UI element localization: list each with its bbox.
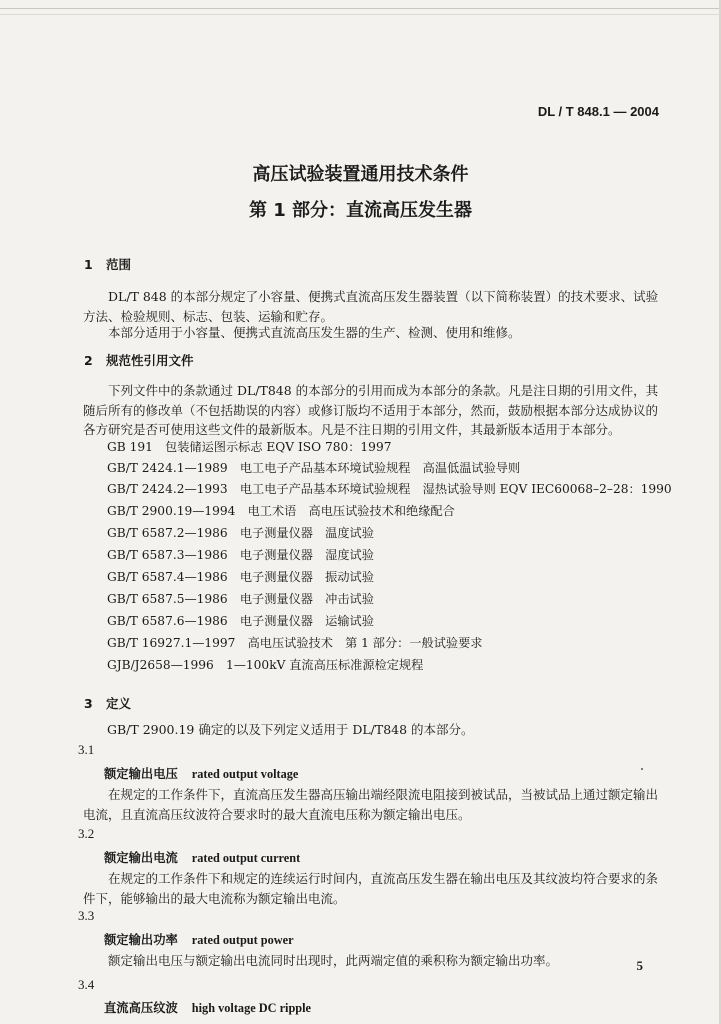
reference-code: GB/T 2424.2—1993 <box>107 482 228 496</box>
term-heading <box>104 764 298 782</box>
reference-item <box>107 502 455 519</box>
scan-border-top <box>0 8 721 9</box>
reference-title: 电子测量仪器 湿度试验 <box>239 548 374 562</box>
term-definition: 在规定的工作条件下，直流高压发生器高压输出端经限流电阻接到被试品，当被试品上通过额定输出电流，且直流高压纹波符合要求时的最大直流电压称为额定输出电压。 <box>83 787 659 822</box>
term-number: 3.2 <box>78 826 95 841</box>
reference-item <box>107 438 391 455</box>
reference-title: 电子测量仪器 运输试验 <box>239 614 374 628</box>
reference-item <box>107 459 520 476</box>
term-en: rated output current <box>191 851 301 865</box>
reference-code: GJB/J2658—1996 <box>107 658 214 672</box>
term-number: 3.1 <box>78 742 95 757</box>
reference-title: 1—100kV 直流高压标准源检定规程 <box>225 658 424 672</box>
reference-title: 电子测量仪器 振动试验 <box>239 570 374 584</box>
reference-code: GB/T 2424.1—1989 <box>107 461 228 475</box>
term-en: rated output power <box>191 933 294 947</box>
section-title: 范围 <box>106 257 132 272</box>
reference-code: GB/T 6587.2—1986 <box>107 526 228 540</box>
term-zh: 额定输出电压 <box>104 767 178 781</box>
term-definition: 额定输出电压与额定输出电流同时出现时，此两端定值的乘积称为额定输出功率。 <box>108 953 559 968</box>
term-heading <box>104 848 300 866</box>
reference-item <box>107 524 374 541</box>
section-number: 2 <box>84 353 93 368</box>
term-number: 3.4 <box>78 977 95 992</box>
reference-title: 电子测量仪器 冲击试验 <box>239 592 374 606</box>
section-title: 定义 <box>106 696 132 711</box>
section-title: 规范性引用文件 <box>106 353 194 368</box>
reference-code: GB/T 6587.4—1986 <box>107 570 228 584</box>
reference-title: 电工电子产品基本环境试验规程 湿热试验导则 EQV IEC60068–2–28：1990 <box>239 482 672 496</box>
reference-item <box>107 590 374 607</box>
term-number: 3.3 <box>78 908 95 923</box>
reference-code: GB/T 6587.6—1986 <box>107 614 228 628</box>
reference-code: GB 191 <box>107 440 153 454</box>
reference-title: 电工术语 高电压试验技术和绝缘配合 <box>247 504 455 518</box>
reference-item <box>107 480 672 497</box>
term-heading <box>104 930 294 948</box>
scan-border-top-inner <box>0 14 721 15</box>
term-zh: 直流高压纹波 <box>104 1001 178 1015</box>
document-code: DL / T 848.1 — 2004 <box>537 104 659 119</box>
document-title: 高压试验装置通用技术条件 <box>252 164 469 185</box>
reference-title: 高电压试验技术 第 1 部分：一般试验要求 <box>247 636 483 650</box>
reference-item <box>107 612 374 629</box>
section-number: 3 <box>84 696 93 711</box>
section-2-heading <box>84 351 194 369</box>
term-en: high voltage DC ripple <box>191 1001 312 1015</box>
section-3-intro: GB/T 2900.19 确定的以及下列定义适用于 DL/T848 的本部分。 <box>107 722 474 737</box>
term-definition: 在规定的工作条件下和规定的连续运行时间内，直流高压发生器在输出电压及其纹波均符合要求的条件下，能够输出的最大电流称为额定输出电流。 <box>83 871 659 906</box>
reference-item <box>107 568 374 585</box>
term-zh: 额定输出电流 <box>104 851 178 865</box>
section-number: 1 <box>84 257 93 272</box>
reference-code: GB/T 2900.19—1994 <box>107 504 236 518</box>
reference-item <box>107 656 423 673</box>
term-heading <box>104 998 311 1016</box>
page-number: 5 <box>636 958 643 973</box>
reference-title: 包装储运图示标志 EQV ISO 780：1997 <box>165 440 392 454</box>
section-1-paragraph-1: DL/T 848 的本部分规定了小容量、便携式直流高压发生器装置（以下简称装置）的技术要求、试验方法、检验规则、标志、包装、运输和贮存。 <box>83 289 659 324</box>
reference-code: GB/T 6587.3—1986 <box>107 548 228 562</box>
scan-speck <box>641 768 643 770</box>
reference-title: 电工电子产品基本环境试验规程 高温低温试验导则 <box>239 461 521 475</box>
reference-code: GB/T 6587.5—1986 <box>107 592 228 606</box>
term-zh: 额定输出功率 <box>104 933 178 947</box>
reference-title: 电子测量仪器 温度试验 <box>239 526 374 540</box>
document-subtitle: 第 1 部分：直流高压发生器 <box>248 200 473 221</box>
section-1-paragraph-2: 本部分适用于小容量、便携式直流高压发生器的生产、检测、使用和维修。 <box>108 325 521 340</box>
section-2-paragraph: 下列文件中的条款通过 DL/T848 的本部分的引用而成为本部分的条款。凡是注日期的引用文件，其随后所有的修改单（不包括勘误的内容）或修订版均不适用于本部分，然而，鼓励根据本部分达成协议的各方研究是否可使用这些文件的最新版本。凡是不注日期的引用文件，其最新版本适用于本部分。 <box>83 383 659 437</box>
reference-item <box>107 546 374 563</box>
reference-code: GB/T 16927.1—1997 <box>107 636 236 650</box>
term-en: rated output voltage <box>191 767 299 781</box>
reference-item <box>107 634 482 651</box>
section-1-heading <box>84 255 131 273</box>
section-3-heading <box>84 694 131 712</box>
